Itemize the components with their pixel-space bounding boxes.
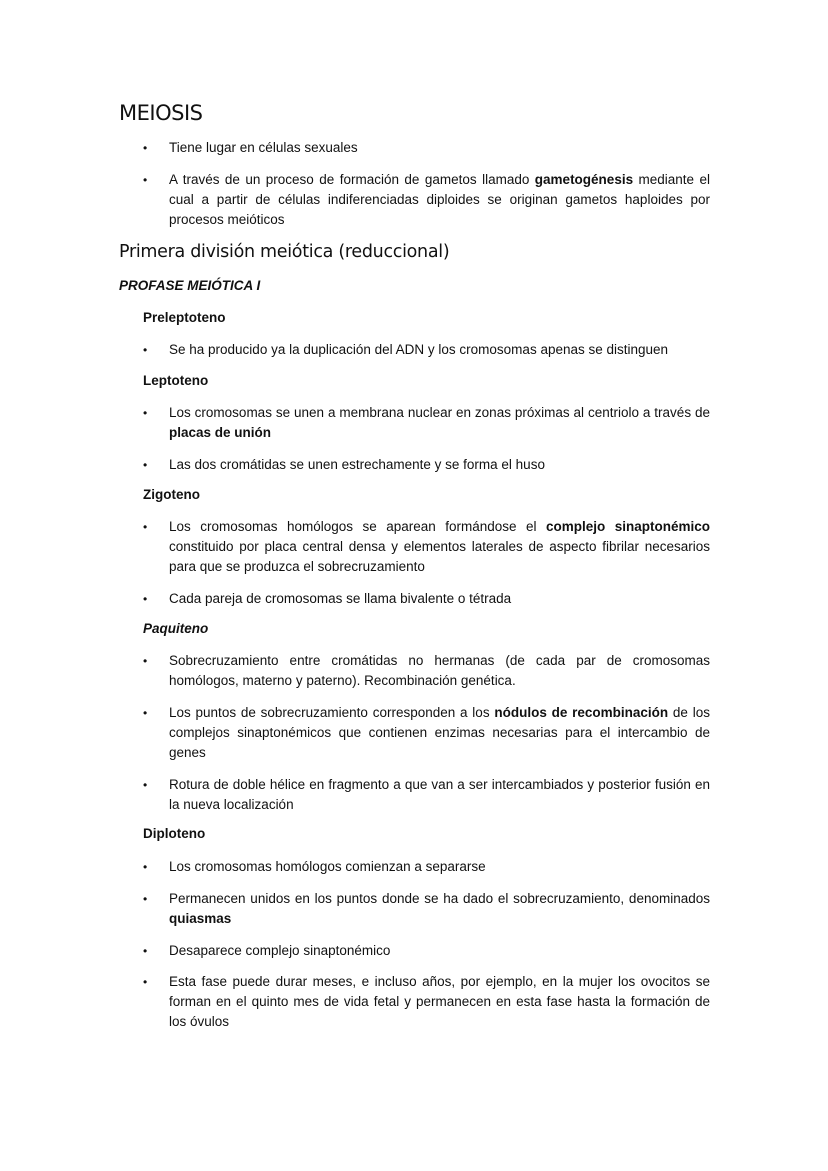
list-item-text: Los cromosomas homólogos comienzan a separarse bbox=[169, 859, 486, 874]
list-item bbox=[143, 703, 710, 763]
bold-term: nódulos de recombinación bbox=[494, 705, 669, 720]
bullet: • bbox=[143, 343, 148, 357]
list-item bbox=[143, 889, 710, 929]
list-item-text: Rotura de doble hélice en fragmento a que van a ser intercambiados y posterior fusión en la nueva localización bbox=[169, 777, 710, 812]
list-item bbox=[143, 857, 710, 877]
list-item bbox=[143, 775, 710, 815]
bullet: • bbox=[143, 520, 148, 534]
bold-term: placas de unión bbox=[169, 425, 272, 440]
list-item-text: Tiene lugar en células sexuales bbox=[169, 140, 358, 155]
list-item-text: A través de un proceso de formación de gametos llamado gametogénesis mediante el cual a partir de células indiferenciadas diploides se originan gametos haploides por procesos meióticos bbox=[169, 172, 711, 227]
list-item bbox=[143, 517, 710, 577]
bullet: • bbox=[143, 892, 148, 906]
list-item bbox=[143, 403, 710, 443]
list-item-text: Permanecen unidos en los puntos donde se ha dado el sobrecruzamiento, denominados quiasmas bbox=[169, 891, 710, 926]
bullet: • bbox=[143, 406, 148, 420]
bullet: • bbox=[143, 141, 148, 155]
phase-heading-diploteno: Diploteno bbox=[143, 826, 206, 841]
phase-heading-zigoteno: Zigoteno bbox=[143, 487, 200, 502]
list-item-text: Cada pareja de cromosomas se llama bivalente o tétrada bbox=[169, 591, 512, 606]
bullet: • bbox=[143, 654, 148, 668]
list-item-text: Los puntos de sobrecruzamiento corresponden a los nódulos de recombinación de los complejos sinaptonémicos que contienen enzimas necesarias para el intercambio de genes bbox=[169, 705, 710, 760]
phase-heading-preleptoteno: Preleptoteno bbox=[143, 310, 226, 325]
list-item-text: Se ha producido ya la duplicación del ADN y los cromosomas apenas se distinguen bbox=[169, 342, 669, 357]
subsection-title: PROFASE MEIÓTICA I bbox=[119, 278, 261, 293]
bullet: • bbox=[143, 706, 148, 720]
phase-heading-paquiteno: Paquiteno bbox=[143, 621, 209, 636]
list-item bbox=[143, 972, 710, 1032]
bold-term: complejo sinaptonémico bbox=[546, 519, 710, 534]
list-item bbox=[143, 941, 710, 961]
list-item-text: Los cromosomas se unen a membrana nuclear en zonas próximas al centriolo a través de placas de unión bbox=[169, 405, 710, 440]
bullet: • bbox=[143, 458, 148, 472]
bullet: • bbox=[143, 975, 148, 989]
bullet: • bbox=[143, 778, 148, 792]
list-item bbox=[143, 651, 710, 691]
bold-term: gametogénesis bbox=[534, 172, 634, 187]
list-item-text: Sobrecruzamiento entre cromátidas no hermanas (de cada par de cromosomas homólogos, materno y paterno). Recombinación genética. bbox=[169, 653, 710, 688]
bullet: • bbox=[143, 944, 148, 958]
phase-heading-leptoteno: Leptoteno bbox=[143, 373, 209, 388]
list-item-text: Desaparece complejo sinaptonémico bbox=[169, 943, 391, 958]
bullet: • bbox=[143, 173, 148, 187]
list-item bbox=[143, 340, 710, 360]
bullet: • bbox=[143, 860, 148, 874]
bold-term: quiasmas bbox=[169, 911, 232, 926]
list-item bbox=[143, 138, 710, 158]
list-item-text: Las dos cromátidas se unen estrechamente y se forma el huso bbox=[169, 457, 545, 472]
list-item-text: Esta fase puede durar meses, e incluso años, por ejemplo, en la mujer los ovocitos se forman en el quinto mes de vida fetal y permanecen en esta fase hasta la formación de los óvulos bbox=[169, 974, 710, 1029]
list-item bbox=[143, 455, 710, 475]
section-title: Primera división meiótica (reduccional) bbox=[119, 242, 450, 262]
page-title: MEIOSIS bbox=[119, 101, 203, 125]
list-item-text: Los cromosomas homólogos se aparean formándose el complejo sinaptonémico constituido por placa central densa y elementos laterales de aspecto fibrilar necesarios para que se produzca el sobrecruzamiento bbox=[169, 519, 710, 574]
list-item bbox=[143, 170, 710, 230]
list-item bbox=[143, 589, 710, 609]
bullet: • bbox=[143, 592, 148, 606]
